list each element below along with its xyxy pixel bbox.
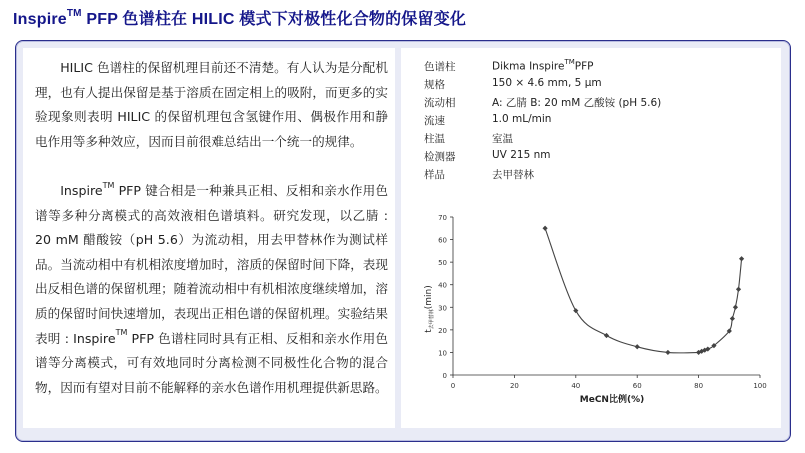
data-point [730, 316, 735, 321]
x-tick-label: 0 [450, 382, 456, 390]
x-tick-label: 100 [753, 382, 767, 390]
chart-points [543, 226, 745, 355]
cond-value: A: 乙腈 B: 20 mM 乙酸铵 (pH 5.6) [492, 97, 662, 109]
x-tick-label: 20 [509, 382, 519, 390]
y-tick-label: 30 [438, 304, 447, 313]
page-title: Inspire™ PFP 色谱柱在 HILIC 模式下对极性化合物的保留变化 [13, 7, 467, 28]
cond-value: 150 × 4.6 mm, 5 μm [492, 77, 602, 89]
cond-label: 检测器 [424, 151, 456, 163]
cond-label: 柱温 [424, 133, 445, 145]
cond-value: UV 215 nm [492, 149, 551, 161]
result-paragraph: Inspire™ PFP 键合相是一种兼具正相、反相和亲水作用色谱等多种分离模式的高效液相色谱填料。研究发现，以乙腈 : 20 mM 醋酸铵（pH 5.6）为流动相，用去甲替林作为测试样品。当流动相中有机相浓度增加时，溶质的保留时间下降，表现出反相色谱的保留机理；随着流动相中有机相浓度继续增加，溶质的保留时间快速增加，表现出正相色谱的保留机理。实验结果表明 : Inspire™ PFP 色谱柱同时具有正相、反相和亲水作用色谱等分离模式，可有效地同时分离检测不同极性化合物的混合物，因而有望对目前不能解释的亲水色谱作用机理提供新思路。 [35, 180, 388, 395]
y-tick-label: 70 [438, 214, 447, 222]
series-line [545, 228, 741, 353]
data-point [665, 350, 670, 355]
cond-value: 室温 [492, 133, 513, 145]
data-point [739, 256, 744, 261]
cond-label: 色谱柱 [424, 61, 456, 73]
data-point [604, 333, 609, 338]
retention-chart [420, 205, 780, 410]
cond-label: 流动相 [424, 97, 456, 109]
y-tick-label: 10 [438, 349, 447, 358]
data-point [543, 226, 548, 231]
chart-axes [438, 214, 767, 390]
cond-label: 流速 [424, 115, 445, 127]
y-tick-label: 50 [438, 259, 447, 268]
x-tick-label: 40 [571, 382, 581, 390]
cond-label: 规格 [424, 79, 445, 91]
data-point [733, 305, 738, 310]
x-tick-label: 80 [694, 382, 704, 390]
y-tick-label: 40 [438, 281, 447, 290]
chart-series [545, 228, 741, 353]
cond-label: 样品 [424, 169, 445, 181]
x-axis-label: MeCN比例(%) [579, 395, 645, 405]
cond-value: Dikma Inspire™PFP [492, 58, 594, 73]
x-tick-label: 60 [632, 382, 642, 390]
y-tick-label: 60 [438, 236, 447, 245]
cond-value: 去甲替林 [492, 169, 534, 181]
y-tick-label: 20 [438, 326, 447, 335]
svg-text:t去甲替林(min): $t_{去甲替林}(\min)$ [424, 285, 435, 333]
y-axis-label [424, 285, 435, 333]
intro-paragraph: HILIC 色谱柱的保留机理目前还不清楚。有人认为是分配机理，也有人提出保留是基于溶质在固定相上的吸附，而更多的实验现象则表明 HILIC 的保留机理包含氢键作用、偶极作用和静电作用等多种效应，因而目前很难总结出一个统一的规律。 [35, 60, 388, 149]
data-point [635, 344, 640, 349]
data-point [573, 308, 578, 313]
data-point [736, 287, 741, 292]
y-tick-label: 0 [442, 372, 447, 380]
cond-value: 1.0 mL/min [492, 113, 552, 125]
